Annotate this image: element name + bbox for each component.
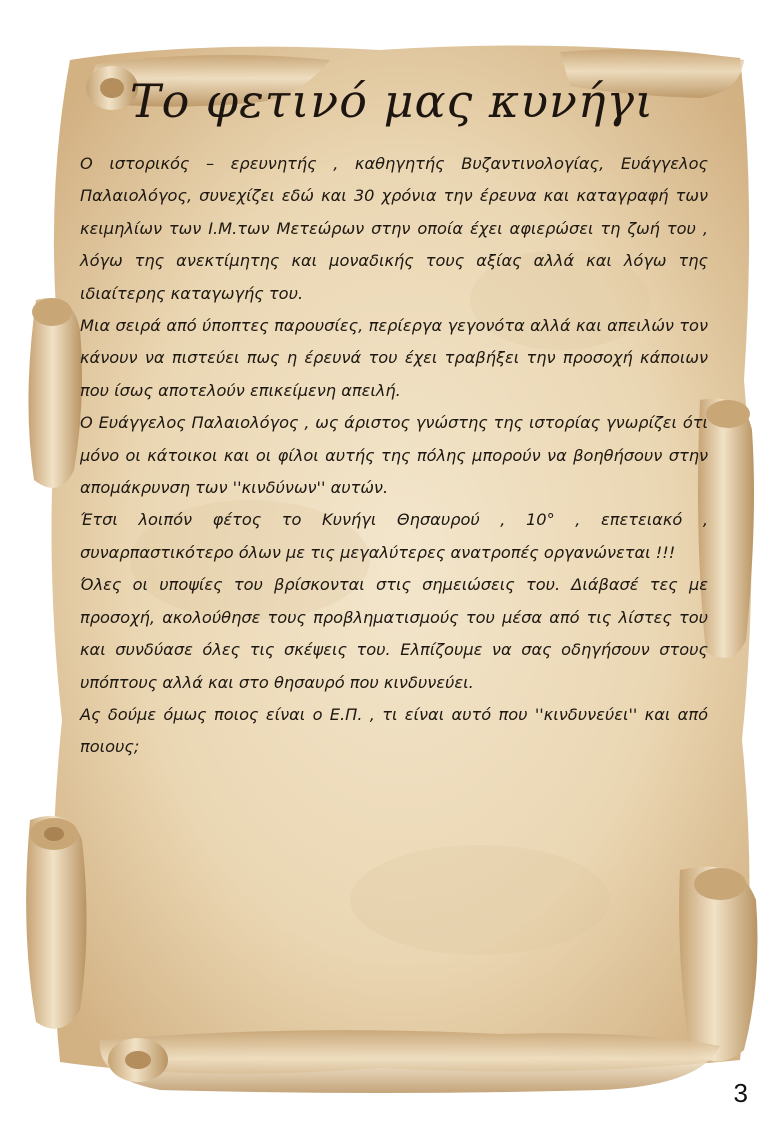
page-number: 3 <box>733 1078 748 1108</box>
story-text <box>80 148 708 764</box>
paragraph-5: Όλες οι υποψίες του βρίσκονται στις σημειώσεις του. Διάβασέ τες με προσοχή, ακολούθησε τους προβληματισμούς του μέσα από τις λίστες του και συνδύασε όλες τις σκέψεις του. Ελπίζουμε να σας οδηγήσουν στους υπόπτους αλλά και στο θησαυρό που κινδυνεύει. <box>80 575 708 692</box>
paragraph-6: Ας δούμε όμως ποιος είναι ο Ε.Π. , τι είναι αυτό που ''κινδυνεύει'' και από ποιους; <box>80 704 708 757</box>
page-title: Το φετινό μας κυνήγι <box>129 74 655 128</box>
paragraph-3: Ο Ευάγγελος Παλαιολόγος , ως άριστος γνώστης της ιστορίας γνωρίζει ότι μόνο οι κάτοικοι και οι φίλοι αυτής της πόλης μπορούν να βοηθήσουν στην απομάκρυνση των ''κινδύνων'' αυτών. <box>80 413 708 498</box>
paragraph-1: Ο ιστορικός – ερευνητής , καθηγητής Βυζαντινολογίας, Ευάγγελος Παλαιολόγος, συνεχίζει εδώ και 30 χρόνια την έρευνα και καταγραφή των κειμηλίων των Ι.Μ.των Μετεώρων στην οποία έχει αφιερώσει τη ζωή του , λόγω της ανεκτίμητης και μοναδικής τους αξίας αλλά και λόγω της ιδιαίτερης καταγωγής του. <box>80 154 708 303</box>
paragraph-4: Έτσι λοιπόν φέτος το Κυνήγι Θησαυρού , 10° , επετειακό , συναρπαστικότερο όλων με τις μεγαλύτερες ανατροπές οργανώνεται !!! <box>80 510 708 562</box>
paragraph-2: Μια σειρά από ύποπτες παρουσίες, περίεργα γεγονότα αλλά και απειλών τον κάνουν να πιστεύει πως η έρευνά του έχει τραβήξει την προσοχή κάποιων που ίσως αποτελούν επικείμενη απειλή. <box>80 316 708 400</box>
